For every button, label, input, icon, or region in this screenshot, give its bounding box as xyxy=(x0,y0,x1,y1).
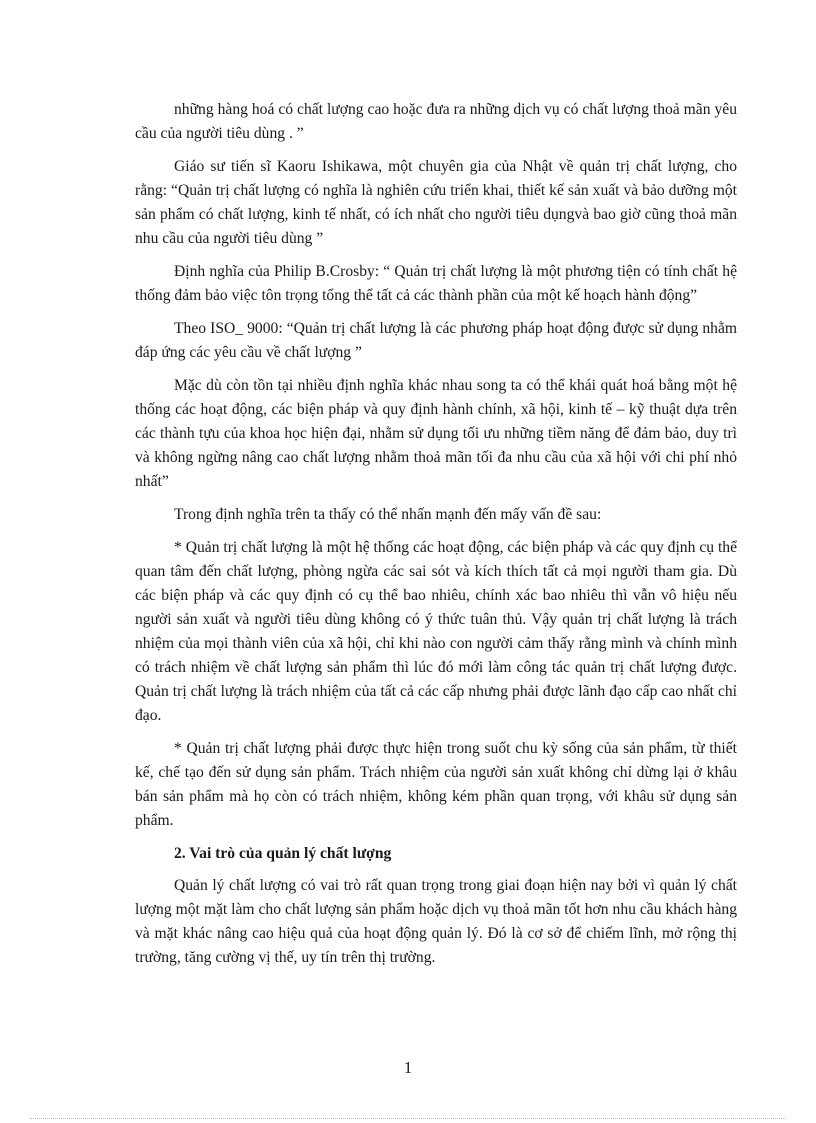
paragraph-continuation: những hàng hoá có chất lượng cao hoặc đưa ra những dịch vụ có chất lượng thoả mãn yêu cầu của người tiêu dùng . ” xyxy=(135,101,737,142)
paragraph-crosby-definition: Định nghĩa của Philip B.Crosby: “ Quản trị chất lượng là một phương tiện có tính chất hệ thống đảm bảo việc tôn trọng tổng thể tất cả các thành phần của một kế hoạch hành động” xyxy=(135,263,737,304)
document-body xyxy=(135,98,737,979)
section-heading: 2. Vai trò của quản lý chất lượng xyxy=(174,845,392,862)
paragraph-role: Quản lý chất lượng có vai trò rất quan trọng trong giai đoạn hiện nay bởi vì quản lý chất lượng một mặt làm cho chất lượng sản phẩm hoặc dịch vụ thoả mãn tốt hơn nhu cầu khách hàng và mặt khác nâng cao hiệu quả của hoạt động quản lý. Đó là cơ sở để chiếm lĩnh, mở rộng thị trường, tăng cường vị thế, uy tín trên thị trường. xyxy=(135,877,737,966)
paragraph-iso-definition: Theo ISO_ 9000: “Quản trị chất lượng là các phương pháp hoạt động được sử dụng nhằm đáp ứng các yêu cầu về chất lượng ” xyxy=(135,320,737,361)
page-number: 1 xyxy=(403,1058,413,1077)
paragraph-ishikawa-definition: Giáo sư tiến sĩ Kaoru Ishikawa, một chuyên gia của Nhật về quản trị chất lượng, cho rằng: “Quản trị chất lượng có nghĩa là nghiên cứu triển khai, thiết kế sản xuất và bảo dưỡng một sản phẩm có chất lượng, kinh tế nhất, có ích nhất cho người tiêu dụngvà bao giờ cũng thoả mãn nhu cầu của người tiêu dùng ” xyxy=(135,158,737,247)
paragraph-emphasis-intro: Trong định nghĩa trên ta thấy có thể nhấn mạnh đến mấy vấn đề sau: xyxy=(174,506,602,523)
page-bottom-divider xyxy=(30,1118,786,1119)
paragraph-general-definition: Mặc dù còn tồn tại nhiều định nghĩa khác nhau song ta có thể khái quát hoá bằng một hệ thống các hoạt động, các biện pháp và quy định hành chính, xã hội, kinh tế – kỹ thuật dựa trên các thành tựu của khoa học hiện đại, nhằm sử dụng tối ưu những tiềm năng để đảm bảo, duy trì và không ngừng nâng cao chất lượng nhằm thoả mãn tối đa nhu cầu của xã hội với chi phí nhỏ nhất” xyxy=(135,377,737,490)
paragraph-bullet-system: * Quản trị chất lượng là một hệ thống các hoạt động, các biện pháp và các quy định cụ thể quan tâm đến chất lượng, phòng ngừa các sai sót và kích thích tất cả mọi người tham gia. Dù các biện pháp và các quy định có cụ thể bao nhiêu, chính xác bao nhiêu thì vẫn vô hiệu nếu người sản xuất và người tiêu dùng không có ý thức tuân thủ. Vậy quản trị chất lượng là trách nhiệm của mọi thành viên của xã hội, chỉ khi nào con người cảm thấy rằng mình và chính mình có trách nhiệm về chất lượng sản phẩm thì lúc đó mới làm công tác quản trị chất lượng được. Quản trị chất lượng là trách nhiệm của tất cả các cấp nhưng phải được lãnh đạo cấp cao nhất chỉ đạo. xyxy=(135,539,737,724)
paragraph-bullet-lifecycle: * Quản trị chất lượng phải được thực hiện trong suốt chu kỳ sống của sản phẩm, từ thiết kế, chế tạo đến sử dụng sản phẩm. Trách nhiệm của người sản xuất không chỉ dừng lại ở khâu bán sản phẩm mà họ còn có trách nhiệm, không kém phần quan trọng, với khâu sử dụng sản phẩm. xyxy=(135,740,737,829)
